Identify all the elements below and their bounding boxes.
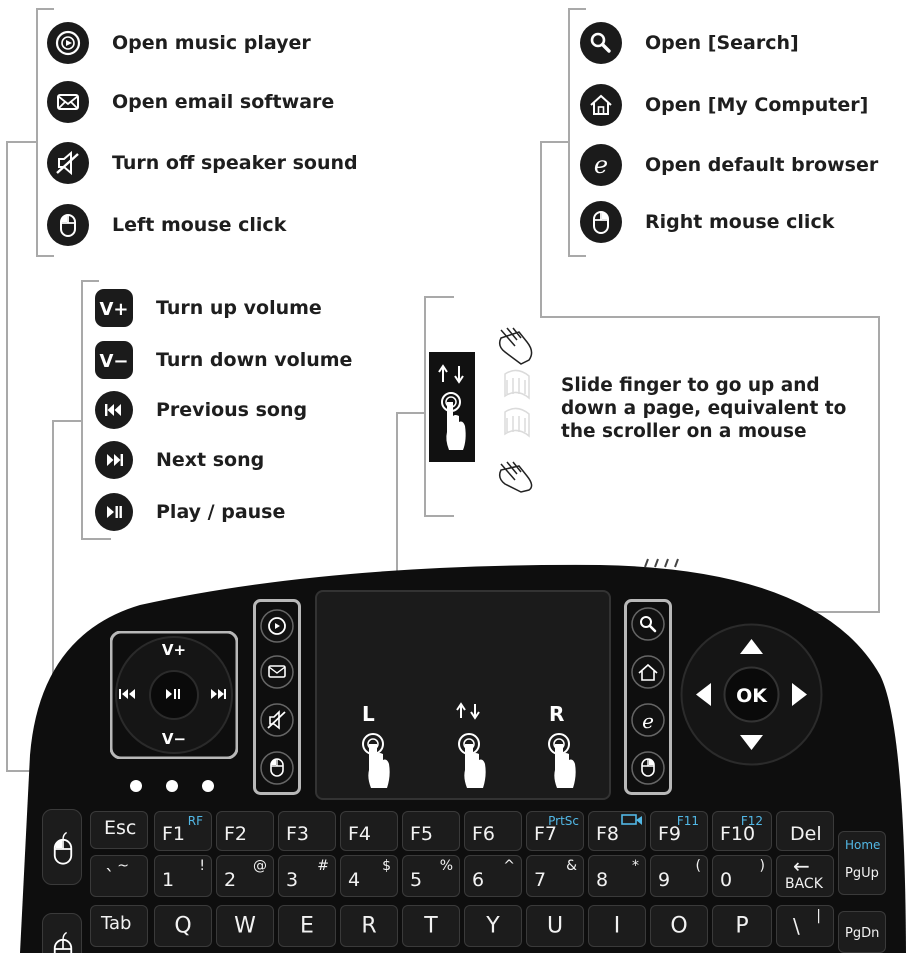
key-esc[interactable] (90, 811, 148, 849)
key-shift-label: * (632, 858, 639, 874)
key-f5[interactable] (402, 811, 460, 851)
key-shift-label: | (816, 908, 821, 924)
key-label: Del (790, 823, 822, 845)
legend-row-home (579, 83, 868, 127)
scroll-description-line: the scroller on a mouse (561, 421, 807, 442)
scroll-description-line: Slide finger to go up and (561, 375, 820, 396)
svg-text:V+: V+ (161, 641, 187, 659)
key-t[interactable] (402, 905, 460, 947)
search-icon (579, 21, 623, 65)
mute-icon (46, 141, 90, 185)
key-8[interactable] (588, 855, 646, 897)
legend-row-browser (579, 143, 878, 187)
legend-row-previous (94, 388, 307, 432)
music-icon (46, 21, 90, 65)
key-f10[interactable] (712, 811, 772, 851)
key-f4[interactable] (340, 811, 398, 851)
legend-row-volume-down (94, 338, 352, 382)
home-icon (579, 83, 623, 127)
key-f2[interactable] (216, 811, 274, 851)
key-shift-label: $ (382, 858, 391, 874)
key-label: P (735, 913, 749, 939)
key-label: Tab (101, 913, 132, 934)
key-fn-label: Home (845, 838, 881, 852)
key-f3[interactable] (278, 811, 336, 851)
scroll-description (561, 374, 861, 443)
legend-label: Open [My Computer] (645, 94, 869, 116)
key-9[interactable] (650, 855, 708, 897)
key-label: F1 (162, 823, 186, 845)
key-backtick[interactable] (90, 855, 148, 897)
keyboard (0, 555, 914, 953)
key-f8[interactable] (588, 811, 646, 851)
svg-text:e: e (593, 151, 609, 179)
key-1[interactable] (154, 855, 212, 897)
left-function-buttons[interactable] (253, 599, 301, 795)
email-icon (46, 80, 90, 124)
legend-row-volume-up (94, 286, 322, 330)
key-3[interactable] (278, 855, 336, 897)
key-label: F2 (224, 823, 248, 845)
legend-label: Left mouse click (112, 214, 287, 236)
key-label: F8 (596, 823, 620, 845)
key-label: ` (105, 866, 115, 888)
key-label: R (361, 913, 377, 939)
right-function-buttons[interactable] (624, 599, 672, 795)
mouse-key[interactable] (42, 809, 82, 885)
key-home-pgup[interactable] (838, 831, 886, 895)
key-label: 2 (224, 869, 237, 891)
legend-row-mute (46, 141, 358, 185)
key-label: F7 (534, 823, 558, 845)
media-dpad[interactable] (110, 631, 238, 759)
key-2[interactable] (216, 855, 274, 897)
key-6[interactable] (464, 855, 522, 897)
key-label: E (300, 913, 314, 939)
key-label: I (613, 913, 621, 939)
svg-text:OK: OK (736, 685, 767, 707)
key-o[interactable] (650, 905, 708, 947)
mouse-key-2[interactable] (42, 913, 82, 953)
legend-label: Next song (156, 449, 265, 471)
svg-text:V−: V− (99, 351, 129, 372)
previous-song-icon (94, 390, 134, 430)
key-label: F5 (410, 823, 434, 845)
mouse-right-icon (579, 200, 623, 244)
key-label: 5 (410, 869, 423, 891)
key-label: 9 (658, 869, 671, 891)
key-label: Q (174, 913, 192, 939)
legend-row-left-click (46, 203, 286, 247)
legend-row-play-pause (94, 490, 285, 534)
key-label: F4 (348, 823, 372, 845)
key-backslash[interactable] (776, 905, 834, 947)
volume-up-icon (94, 288, 134, 328)
legend-label: Open music player (112, 32, 311, 54)
legend-label: Play / pause (156, 501, 286, 523)
key-label: Esc (104, 817, 137, 839)
touchpad[interactable] (315, 590, 611, 800)
key-i[interactable] (588, 905, 646, 947)
key-label: F6 (472, 823, 496, 845)
browser-icon (579, 143, 623, 187)
key-label: F9 (658, 823, 682, 845)
key-shift-label: ~ (117, 858, 129, 874)
legend-label: Open email software (112, 91, 335, 113)
legend-row-next (94, 438, 264, 482)
key-tab[interactable] (90, 905, 148, 947)
key-label: Y (486, 913, 500, 939)
key-del[interactable] (776, 811, 834, 851)
key-q[interactable] (154, 905, 212, 947)
touchpad-gesture-icons (353, 702, 583, 797)
key-label: PgUp (845, 866, 879, 881)
legend-row-email (46, 80, 334, 124)
legend-row-music (46, 21, 311, 65)
legend-label: Turn down volume (156, 349, 353, 371)
key-label: U (546, 913, 564, 939)
legend-label: Turn off speaker sound (112, 152, 358, 174)
scroll-gesture-icon (429, 352, 475, 462)
key-shift-label: ← (793, 854, 810, 878)
key-fn-label: F11 (676, 814, 699, 828)
play-pause-icon (94, 492, 134, 532)
legend-label: Right mouse click (645, 211, 835, 233)
key-label: 4 (348, 869, 361, 891)
key-f7[interactable] (526, 811, 584, 851)
key-4[interactable] (340, 855, 398, 897)
svg-text:V+: V+ (99, 299, 129, 320)
mouse-icon (52, 830, 74, 868)
touchpad-left-label: L (362, 702, 375, 726)
key-u[interactable] (526, 905, 584, 947)
key-r[interactable] (340, 905, 398, 947)
touchpad-right-label: R (549, 702, 565, 726)
key-f9[interactable] (650, 811, 708, 851)
key-w[interactable] (216, 905, 274, 947)
key-label: PgDn (845, 926, 880, 941)
key-label: T (424, 913, 438, 939)
key-7[interactable] (526, 855, 584, 897)
legend-row-right-click (579, 200, 834, 244)
legend-label: Open [Search] (645, 32, 799, 54)
key-label: 8 (596, 869, 609, 891)
key-label: \ (793, 914, 800, 938)
mouse-icon (52, 930, 74, 953)
key-fn-label: PrtSc (548, 814, 579, 828)
key-f6[interactable] (464, 811, 522, 851)
key-shift-label: # (317, 858, 329, 874)
legend-row-search (579, 21, 799, 65)
legend-label: Previous song (156, 399, 308, 421)
key-shift-label: & (566, 858, 577, 874)
key-f1[interactable] (154, 811, 212, 851)
key-label: W (234, 913, 256, 939)
key-label: 7 (534, 869, 547, 891)
key-label: 6 (472, 869, 485, 891)
legend-label: Open default browser (645, 154, 879, 176)
key-shift-label: ( (695, 858, 701, 874)
key-y[interactable] (464, 905, 522, 947)
key-fn-label: RF (187, 814, 203, 828)
key-fn-label: F12 (740, 814, 763, 828)
volume-down-icon (94, 340, 134, 380)
legend-label: Turn up volume (156, 297, 322, 319)
key-pgdn[interactable] (838, 911, 886, 953)
key-label: 1 (162, 869, 175, 891)
key-label: F3 (286, 823, 310, 845)
key-e[interactable] (278, 905, 336, 947)
key-0[interactable] (712, 855, 772, 897)
key-label: 3 (286, 869, 299, 891)
svg-text:e: e (642, 709, 654, 733)
key-shift-label: % (439, 858, 453, 874)
svg-text:V−: V− (161, 730, 187, 748)
navigation-dpad[interactable] (680, 623, 823, 766)
key-label: O (670, 913, 688, 939)
key-shift-label: ! (199, 858, 205, 874)
mouse-left-icon (46, 203, 90, 247)
key-p[interactable] (712, 905, 772, 947)
scroll-description-line: down a page, equivalent to (561, 398, 847, 419)
hand-pointer-icon (493, 324, 543, 494)
next-song-icon (94, 440, 134, 480)
key-5[interactable] (402, 855, 460, 897)
key-shift-label: ) (759, 858, 765, 874)
key-shift-label: ^ (503, 858, 515, 874)
key-label: F10 (720, 823, 756, 845)
key-label: BACK (785, 876, 823, 892)
screen-toggle-icon (621, 814, 643, 827)
key-shift-label: @ (253, 858, 267, 874)
key-label: 0 (720, 869, 733, 891)
key-backspace[interactable] (776, 855, 834, 897)
